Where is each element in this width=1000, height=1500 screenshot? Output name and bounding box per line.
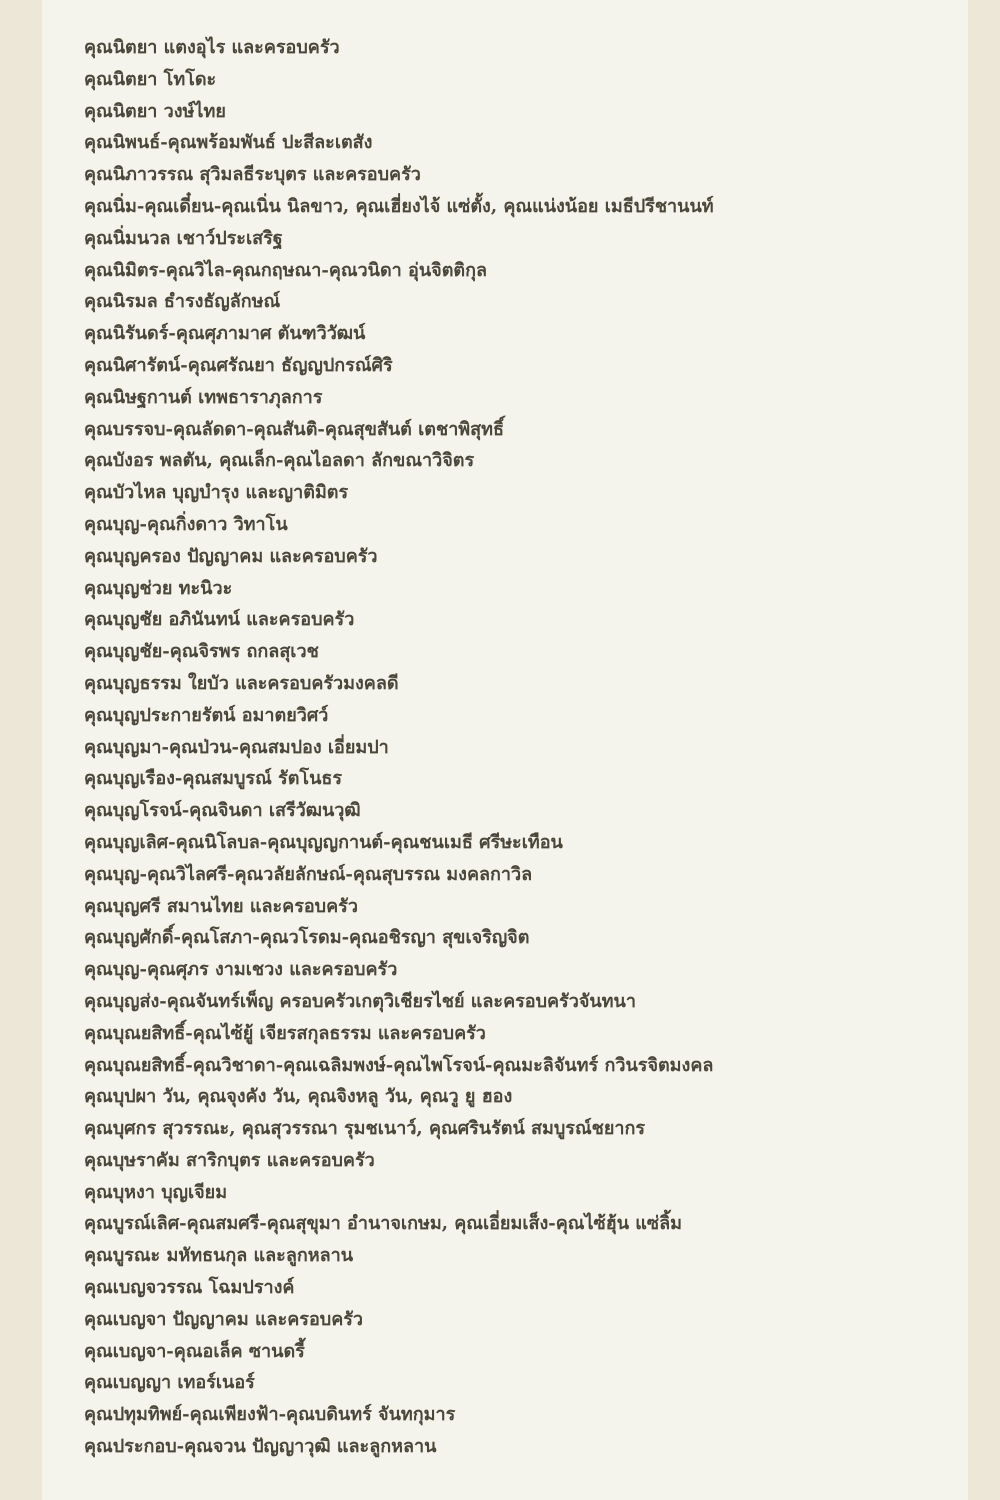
name-list-item: คุณบุหงา บุญเจียม [84,1181,228,1203]
name-list-item: คุณบุญ-คุณศุภร งามเชวง และครอบครัว [84,959,398,981]
name-list-item: คุณนิตยา โทโดะ [84,68,217,90]
name-list-item: คุณนิตยา วงษ์ไทย [84,100,226,122]
name-list-item: คุณบุญชัย-คุณจิรพร ถกลสุเวช [84,641,319,663]
name-list-item: คุณนิรมล ธำรงธัญลักษณ์ [84,291,281,313]
name-list-item: คุณบุญมา-คุณป่วน-คุณสมปอง เอี่ยมปา [84,736,389,758]
name-list-item: คุณบุญศักดิ์-คุณโสภา-คุณวโรดม-คุณอชิรญา สุขเจริญจิต [84,927,530,949]
name-list-item: คุณบุญประกายรัตน์ อมาตยวิศว์ [84,704,329,726]
name-list-item: คุณบุณยสิทธิ์-คุณไซ้ยู้ เจียรสกุลธรรม และครอบครัว [84,1022,486,1044]
name-list-item: คุณบุษราคัม สาริกบุตร และครอบครัว [84,1149,375,1171]
name-list-item: คุณนิษฐกานต์ เทพธาราภุลการ [84,386,323,408]
name-list-item: คุณบุญชัย อภินันทน์ และครอบครัว [84,609,355,631]
name-list-item: คุณเบญจา ปัญญาคม และครอบครัว [84,1308,364,1330]
name-list-item: คุณนิรันดร์-คุณศุภามาศ ตันฑวิวัฒน์ [84,323,366,345]
name-list-item: คุณนิศารัตน์-คุณศรัณยา ธัญญปกรณ์ศิริ [84,354,393,376]
name-list [84,32,944,1463]
name-list-item: คุณนิภาวรรณ สุวิมลธีระบุตร และครอบครัว [84,164,421,186]
name-list-item: คุณบุญศรี สมานไทย และครอบครัว [84,895,358,917]
name-list-item: คุณบัวไหล บุญบำรุง และญาติมิตร [84,482,349,504]
name-list-item: คุณบุญส่ง-คุณจันทร์เพ็ญ ครอบครัวเกตุวิเชียรไชย์ และครอบครัวจันทนา [84,990,636,1012]
name-list-item: คุณเบญจา-คุณอเล็ค ซานดรี้ [84,1340,305,1362]
name-list-item: คุณนิ่มนวล เชาว์ประเสริฐ [84,227,283,249]
name-list-item: คุณนิมิตร-คุณวิไล-คุณกฤษณา-คุณวนิดา อุ่นจิตติกุล [84,259,488,281]
name-list-item: คุณเบญญา เทอร์เนอร์ [84,1372,255,1394]
name-list-item: คุณบังอร พลตัน, คุณเล็ก-คุณไอลดา ลักขณาวิจิตร [84,450,475,472]
name-list-item: คุณบุณยสิทธิ์-คุณวิชาดา-คุณเฉลิมพงษ์-คุณไพโรจน์-คุณมะลิจันทร์ กวินรจิตมงคล [84,1054,714,1076]
document-page [42,0,968,1500]
name-list-item: คุณบุปผา วัน, คุณจุงคัง วัน, คุณจิงหลู วัน, คุณวู ยู ฮอง [84,1086,513,1108]
name-list-item: คุณบุญโรจน์-คุณจินดา เสรีวัฒนวุฒิ [84,800,361,822]
name-list-item: คุณบูรณะ มหัทธนกุล และลูกหลาน [84,1245,354,1267]
name-list-item: คุณบุศกร สุวรรณะ, คุณสุวรรณา รุมชเนาว์, คุณศรินรัตน์ สมบูรณ์ชยากร [84,1118,646,1140]
name-list-item: คุณนิตยา แตงอุไร และครอบครัว [84,37,340,58]
name-list-item: คุณบุญครอง ปัญญาคม และครอบครัว [84,545,378,567]
name-list-item: คุณบุญ-คุณกิ่งดาว วิทาโน [84,513,288,535]
name-list-item: คุณเบญจวรรณ โฉมปรางค์ [84,1277,295,1299]
name-list-item: คุณบุญเลิศ-คุณนิโลบล-คุณบุญญกานต์-คุณชนเมธี ศรีษะเทือน [84,831,563,853]
name-list-item: คุณบูรณ์เลิศ-คุณสมศรี-คุณสุขุมา อำนาจเกษม, คุณเอี่ยมเส็ง-คุณไซ้ฮุ้น แซ่ลิ้ม [84,1213,683,1235]
name-list-item: คุณบรรจบ-คุณลัดดา-คุณสันติ-คุณสุขสันต์ เตชาพิสุทธิ์ [84,418,505,440]
name-list-item: คุณปทุมทิพย์-คุณเพียงฟ้า-คุณบดินทร์ จันทกุมาร [84,1404,456,1426]
name-list-item: คุณประกอบ-คุณจวน ปัญญาวุฒิ และลูกหลาน [84,1436,437,1458]
name-list-item: คุณนิ่ม-คุณเดี๋ยน-คุณเนิ่น นิลขาว, คุณเฮี่ยงไจ้ แซ่ตั้ง, คุณแน่งน้อย เมธีปรีชานนท์ [84,195,714,217]
name-list-item: คุณบุญช่วย ทะนิวะ [84,577,233,599]
name-list-item: คุณบุญ-คุณวิไลศรี-คุณวลัยลักษณ์-คุณสุบรรณ มงคลกาวิล [84,863,533,885]
name-list-item: คุณนิพนธ์-คุณพร้อมพันธ์ ปะสีละเตสัง [84,132,373,154]
name-list-item: คุณบุญธรรม ใยบัว และครอบครัวมงคลดี [84,672,399,694]
name-list-item: คุณบุญเรือง-คุณสมบูรณ์ รัตโนธร [84,768,343,790]
